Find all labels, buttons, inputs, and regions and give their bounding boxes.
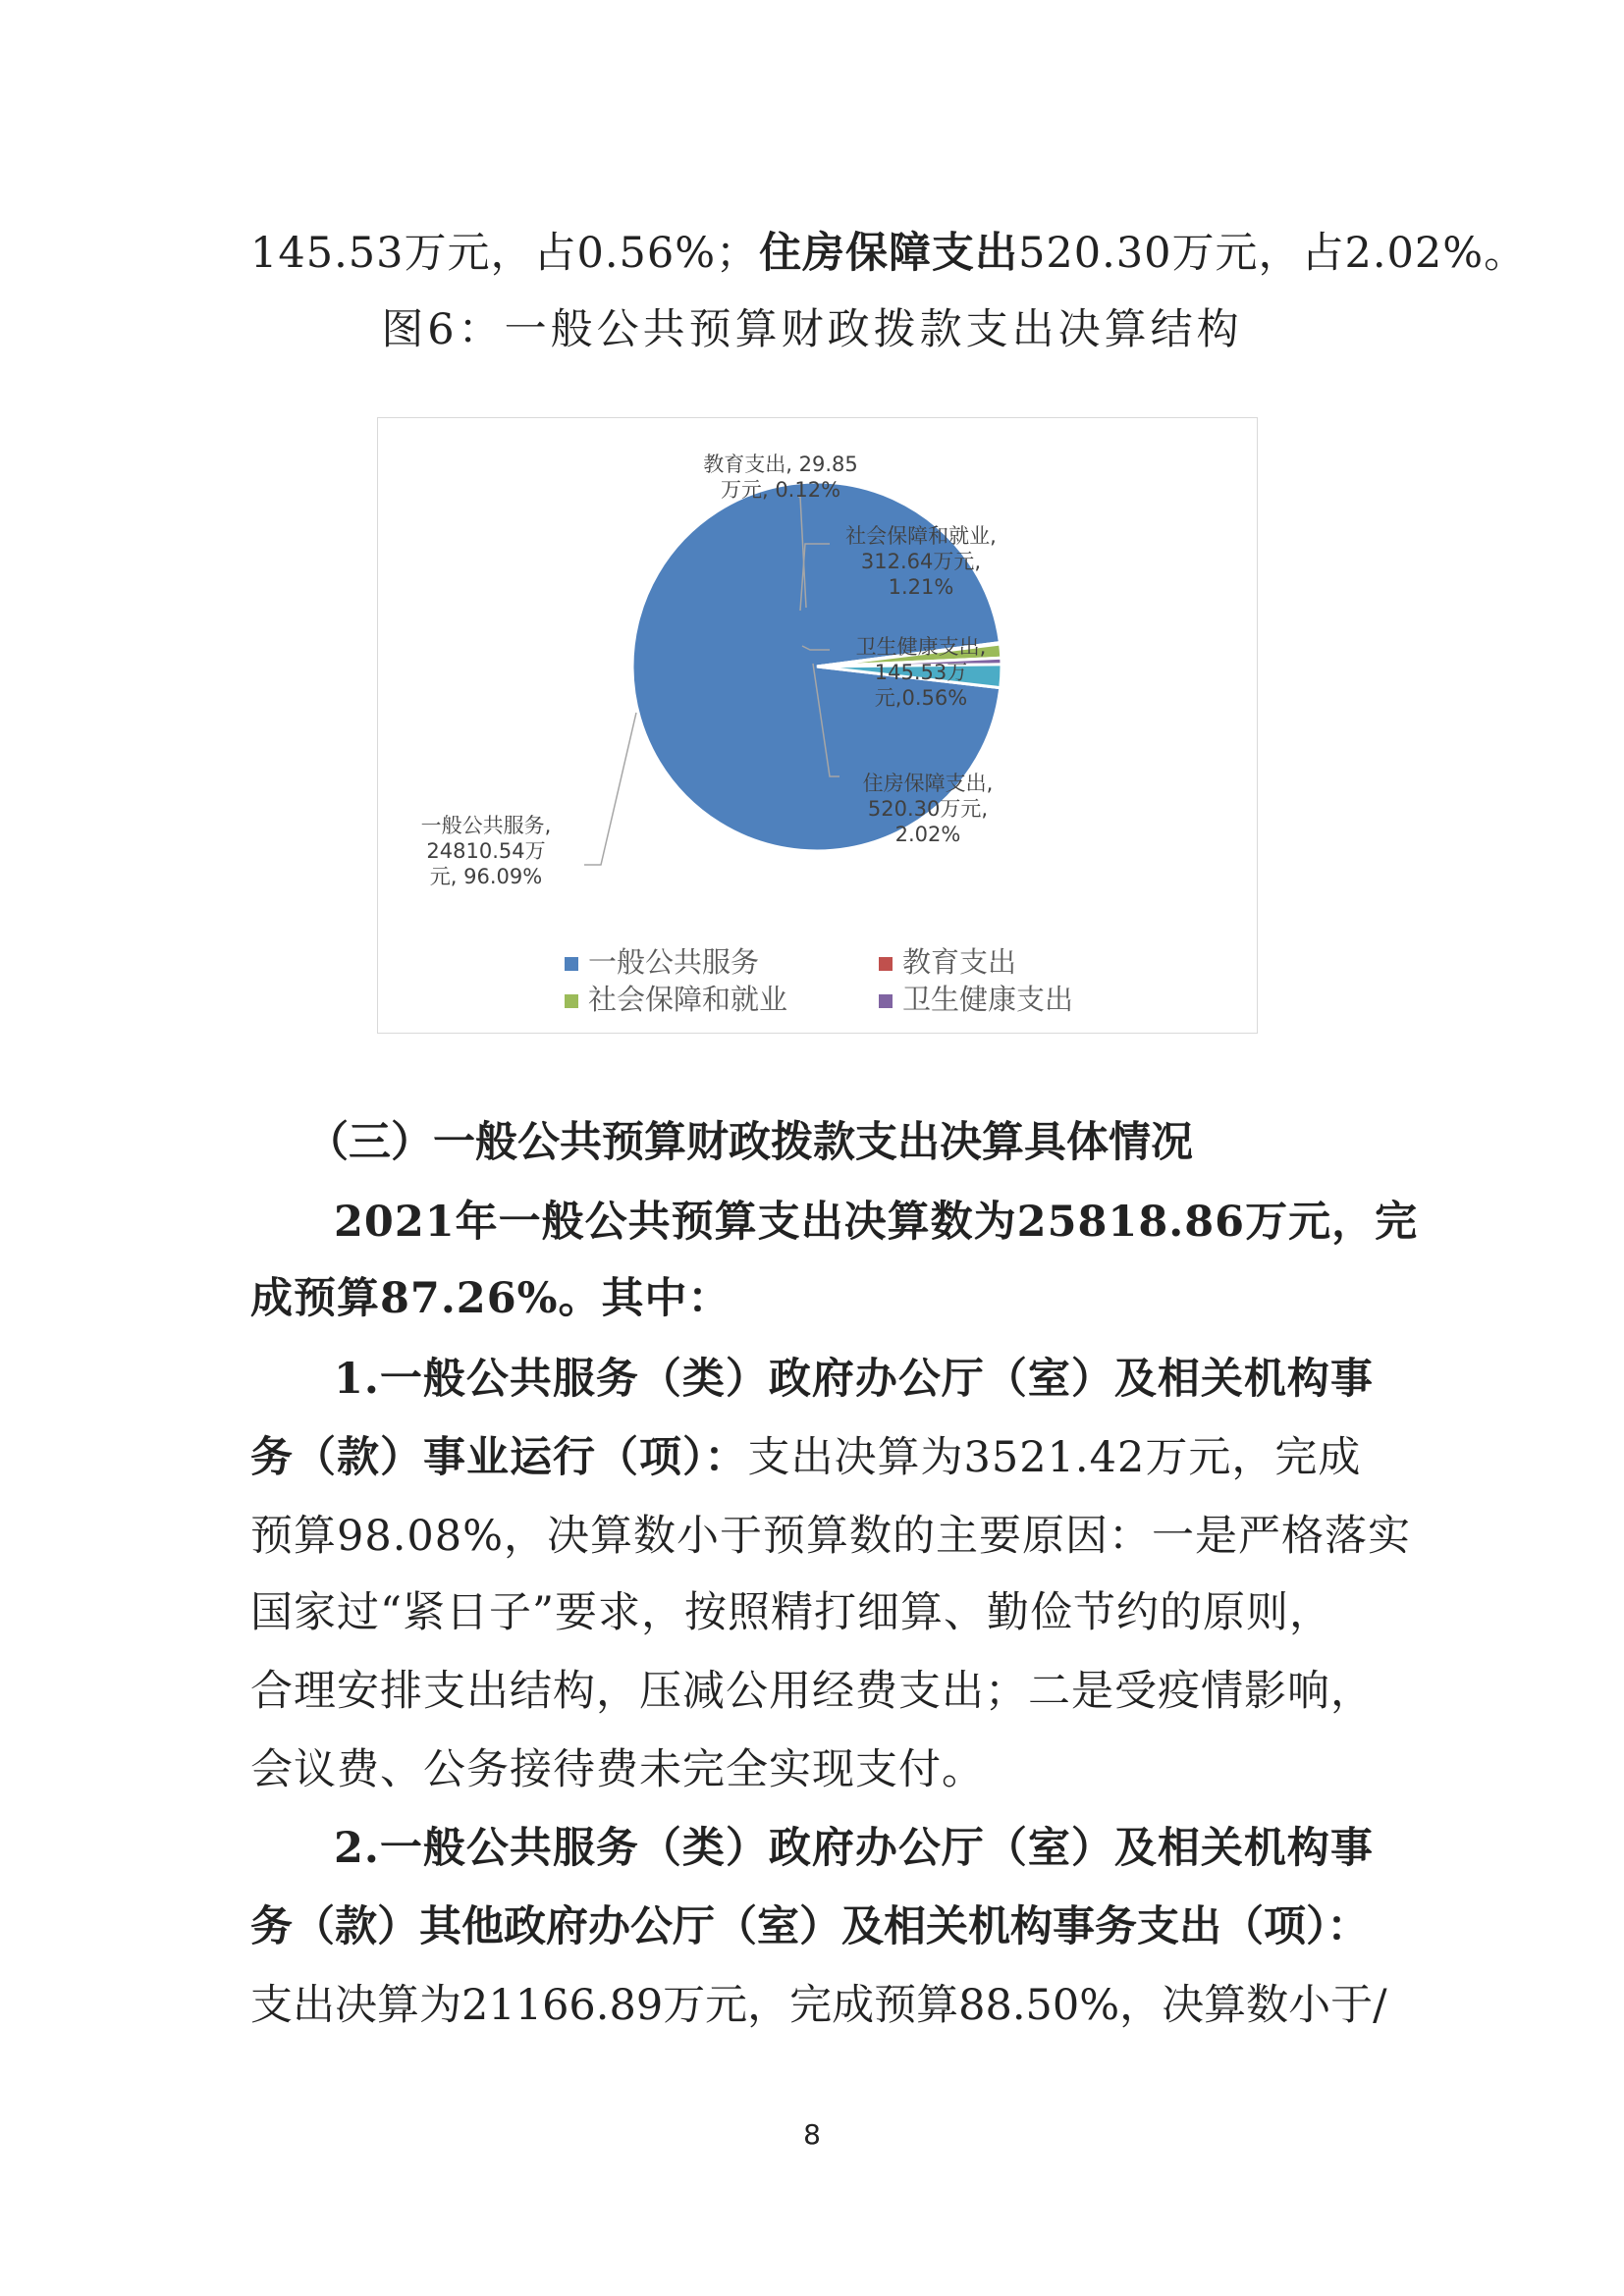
slice-label-0-line-1: 24810.54万 — [426, 839, 546, 863]
pie-chart — [378, 418, 1259, 1035]
intro-line — [250, 224, 1527, 283]
intro-text-1: 145.53万元，占0.56%； — [250, 229, 760, 278]
page-number: 8 — [803, 2118, 821, 2151]
legend-label-2: 社会保障和就业 — [588, 983, 788, 1016]
summary-line-1: 2021年一般公共预算支出决算数为25818.86万元，完 — [334, 1198, 1419, 1247]
slice-label-1-line-1: 万元, 0.12% — [720, 478, 841, 502]
section-3-title: （三）一般公共预算财政拨款支出决算具体情况 — [306, 1118, 1193, 1167]
slice-label-3-line-2: 元,0.56% — [874, 686, 968, 710]
item-1-line-4: 国家过“紧日子”要求，按照精打细算、勤俭节约的原则， — [250, 1588, 1332, 1637]
slice-label-0-line-0: 一般公共服务, — [420, 814, 552, 837]
item-1-text-2: 支出决算为3521.42万元，完成 — [747, 1433, 1362, 1482]
slice-label-3-line-1: 145.53万 — [874, 661, 968, 684]
item-2-title-2: 务（款）其他政府办公厅（室）及相关机构事务支出（项）： — [250, 1902, 1370, 1951]
slice-label-4-line-0: 住房保障支出, — [862, 772, 994, 795]
item-1-line-6: 会议费、公务接待费未完全实现支付。 — [250, 1745, 985, 1794]
slice-label-1-line-0: 教育支出, 29.85 — [703, 453, 858, 476]
slice-label-2-line-2: 1.21% — [888, 575, 954, 599]
intro-bold-label: 住房保障支出 — [759, 229, 1019, 278]
pie-chart-frame — [377, 417, 1258, 1034]
item-2-title-1: 2.一般公共服务（类）政府办公厅（室）及相关机构事 — [334, 1824, 1374, 1873]
legend-label-0: 一般公共服务 — [588, 945, 760, 979]
legend-swatch-3 — [879, 994, 893, 1008]
item-1-title-2: 务（款）事业运行（项）： — [250, 1433, 748, 1482]
summary-line-2: 成预算87.26%。其中： — [250, 1274, 731, 1323]
legend-swatch-0 — [565, 957, 578, 971]
leader-line-0 — [584, 713, 636, 865]
legend-swatch-1 — [879, 957, 893, 971]
slice-label-0-line-2: 元, 96.09% — [429, 865, 543, 888]
slice-label-2-line-0: 社会保障和就业, — [845, 524, 997, 548]
intro-text-2: 520.30万元，占2.02%。 — [1018, 229, 1528, 278]
slice-label-3-line-0: 卫生健康支出, — [855, 635, 987, 659]
slice-label-4-line-2: 2.02% — [894, 823, 961, 846]
legend-swatch-2 — [565, 994, 578, 1008]
legend-label-1: 教育支出 — [902, 945, 1017, 979]
item-2-line-3: 支出决算为21166.89万元，完成预算88.50%，决算数小于/ — [250, 1981, 1387, 2030]
item-1-line-2 — [250, 1428, 1361, 1487]
slice-label-4-line-1: 520.30万元, — [867, 797, 989, 821]
item-1-line-5: 合理安排支出结构，压减公用经费支出；二是受疫情影响， — [250, 1667, 1374, 1716]
slice-label-2-line-1: 312.64万元, — [860, 550, 982, 573]
legend-label-3: 卫生健康支出 — [902, 983, 1074, 1016]
item-1-title-1: 1.一般公共服务（类）政府办公厅（室）及相关机构事 — [334, 1355, 1374, 1404]
figure-caption: 图6：一般公共预算财政拨款支出决算结构 — [381, 305, 1243, 354]
item-1-line-3: 预算98.08%，决算数小于预算数的主要原因：一是严格落实 — [250, 1512, 1411, 1561]
